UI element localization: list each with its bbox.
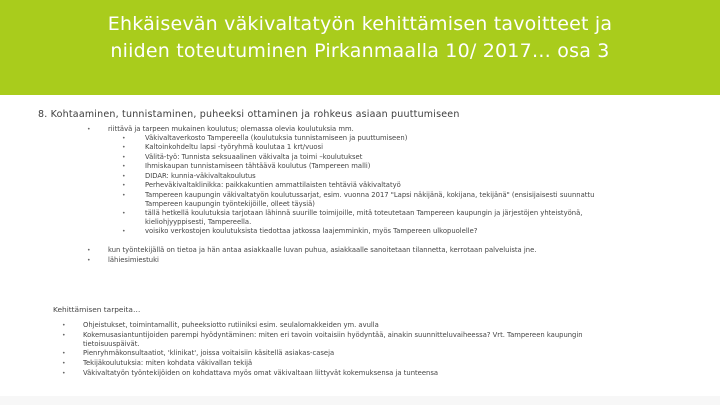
development-heading: Kehittämisen tarpeita… (53, 305, 141, 314)
development-item: Ohjeistukset, toimintamallit, puheeksiotto rutiiniksi esim. seulalomakkeiden ym. avulla (83, 321, 379, 329)
bullet-dot-icon: • (122, 210, 126, 217)
bullet-dot-icon: • (62, 332, 66, 339)
development-item-continuation: tietoisuuspäivät. (83, 340, 140, 348)
slide-title-line-1: Ehkäisevän väkivaltatyön kehittämisen tavoitteet ja (107, 13, 613, 35)
bullet-dot-icon: • (122, 182, 126, 189)
development-item: Väkivaltatyön työntekijöiden on kohdattava myös omat väkivaltaan liittyvät kokemuksensa ja tunteensa (83, 369, 439, 377)
list-item-level2: Ihmiskaupan tunnistamiseen tähtäävä koulutus (Tampereen malli) (145, 162, 371, 170)
bullet-dot-icon: • (62, 322, 66, 329)
list-item-level2: DIDAR: kunnia-väkivaltakoulutus (145, 172, 256, 180)
list-item-level2: Väkivaltaverkosto Tampereella (koulutuksia tunnistamiseen ja puuttumiseen) (145, 134, 408, 142)
list-item-level2: Perheväkivaltaklinikka: paikkakuntien ammattilaisten tehtäviä väkivaltatyö (145, 181, 401, 189)
list-item-level1: lähiesimiestuki (108, 256, 159, 264)
title-band (0, 0, 720, 95)
bullet-dot-icon: • (122, 173, 126, 180)
list-item-level2: tällä hetkellä koulutuksia tarjotaan lähinnä suurille toimijoille, mitä toteutetaan Tampereen kaupungin ja järjestöjen yhteistyönä, (145, 209, 583, 217)
development-item: Pienryhmäkonsultaatiot, 'klinikat', joissa voitaisiin käsitellä asiakas-caseja (83, 349, 335, 357)
bullet-dot-icon: • (62, 350, 66, 357)
list-item-level2: voisiko verkostojen koulutuksista tiedottaa jatkossa laajemminkin, myös Tampereen ulkopuolelle? (145, 227, 478, 235)
slide-footer-strip (0, 396, 720, 405)
development-item: Tekijäkoulutuksia: miten kohdata väkivallan tekijä (83, 359, 253, 367)
list-item-level2-continuation: kieliohjyyppisesti, Tampereella. (145, 218, 252, 226)
slide-title (0, 11, 720, 65)
bullet-dot-icon: • (122, 154, 126, 161)
bullet-dot-icon: • (122, 228, 126, 235)
bullet-dot-icon: • (122, 163, 126, 170)
list-item-level2: Kaltoinkohdeltu lapsi -työryhmä koulutaa 1 krt/vuosi (145, 143, 324, 151)
bullet-dot-icon: • (62, 360, 66, 367)
bullet-dot-icon: • (62, 370, 66, 377)
bullet-dot-icon: • (122, 144, 126, 151)
section-heading: 8. Kohtaaminen, tunnistaminen, puheeksi ottaminen ja rohkeus asiaan puuttumiseen (38, 109, 460, 120)
list-item-level2-continuation: Tampereen kaupungin työntekijöille, olleet täysiä) (145, 200, 315, 208)
bullet-dot-icon: • (87, 126, 91, 133)
bullet-dot-icon: • (122, 192, 126, 199)
list-item-level2: Tampereen kaupungin väkivaltatyön koulutussarjat, esim. vuonna 2017 "Lapsi näkijänä, kokijana, tekijänä" (ensisijaisesti suunnattu (145, 191, 595, 199)
list-item-level1: riittävä ja tarpeen mukainen koulutus; olemassa olevia koulutuksia mm. (108, 125, 354, 133)
bullet-dot-icon: • (87, 257, 91, 264)
slide-title-line-2: niiden toteutuminen Pirkanmaalla 10/ 2017… osa 3 (110, 40, 610, 62)
list-item-level2: Välitä-työ: Tunnista seksuaalinen väkivalta ja toimi –koulutukset (145, 153, 363, 161)
bullet-dot-icon: • (122, 135, 126, 142)
list-item-level1: kun työntekijällä on tietoa ja hän antaa asiakkaalle luvan puhua, asiakkaalle sanoitetaan tilannetta, kerrotaan palveluista jne. (108, 246, 537, 254)
development-item: Kokemusasiantuntijoiden parempi hyödyntäminen: miten eri tavoin voitaisiin hyödyntää, ainakin suunnitteluvaiheessa? Vrt. Tampereen kaupungin (83, 331, 583, 339)
bullet-dot-icon: • (87, 247, 91, 254)
